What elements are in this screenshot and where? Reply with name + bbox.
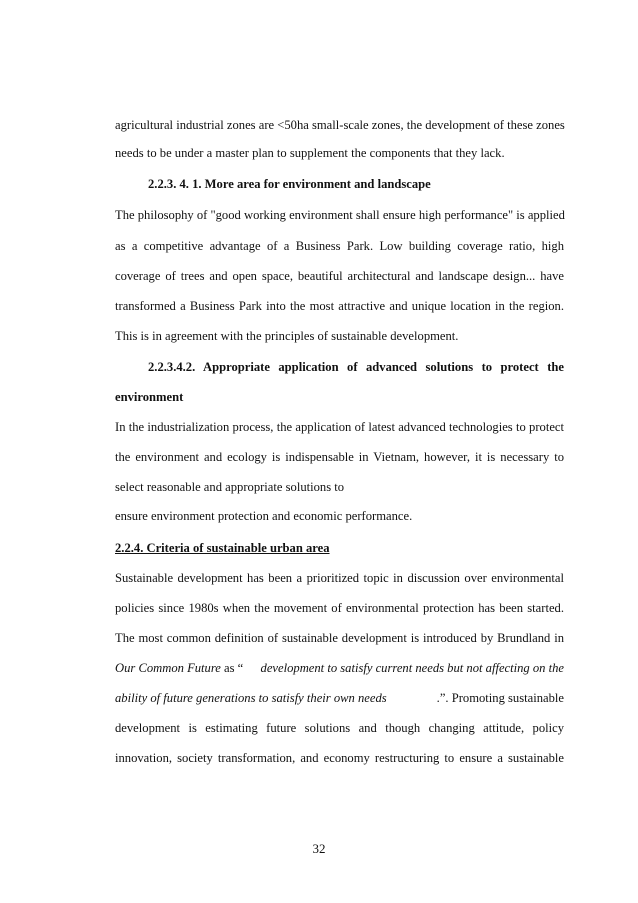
paragraph-line — [115, 690, 564, 706]
definition-quote: ability of future generations to satisfy their own needs — [115, 691, 387, 705]
paragraph-line — [115, 660, 564, 676]
section-heading-continued: environment — [115, 390, 184, 404]
paragraph-line: coverage of trees and open space, beautiful architectural and landscape design... have — [115, 269, 564, 283]
definition-quote: development to satisfy current needs but not affecting on the — [260, 661, 564, 675]
book-title: Our Common Future as “ — [115, 661, 244, 675]
paragraph-line: This is in agreement with the principles of sustainable development. — [115, 329, 459, 343]
paragraph-line: policies since 1980s when the movement of environmental protection has been started. — [115, 601, 564, 615]
section-heading: 2.2.3. 4. 1. More area for environment and landscape — [148, 177, 431, 191]
paragraph-line: ensure environment protection and economic performance. — [115, 509, 413, 523]
paragraph-line: agricultural industrial zones are <50ha small-scale zones, the development of these zones — [115, 118, 565, 132]
paragraph-line: as a competitive advantage of a Business Park. Low building coverage ratio, high — [115, 239, 564, 253]
paragraph-line: Sustainable development has been a prioritized topic in discussion over environmental — [115, 571, 564, 585]
section-heading: 2.2.3.4.2. Appropriate application of advanced solutions to protect the — [148, 360, 564, 374]
paragraph-line: The philosophy of "good working environment shall ensure high performance" is applied — [115, 208, 565, 222]
sentence-tail: .”. Promoting sustainable — [436, 691, 564, 705]
page-number: 32 — [312, 841, 326, 856]
paragraph-line: development is estimating future solutions and though changing attitude, policy — [115, 721, 564, 735]
section-heading: 2.2.4. Criteria of sustainable urban area — [115, 541, 330, 555]
paragraph-line: The most common definition of sustainable development is introduced by Brundland in — [115, 631, 564, 645]
paragraph-line: In the industrialization process, the application of latest advanced technologies to protect — [115, 420, 564, 434]
paragraph-line: the environment and ecology is indispensable in Vietnam, however, it is necessary to — [115, 450, 564, 464]
paragraph-line: innovation, society transformation, and economy restructuring to ensure a sustainable — [115, 751, 564, 765]
paragraph-line: needs to be under a master plan to supplement the components that they lack. — [115, 146, 505, 160]
paragraph-line: transformed a Business Park into the most attractive and unique location in the region. — [115, 299, 564, 313]
paragraph-line: select reasonable and appropriate solutions to — [115, 480, 345, 494]
